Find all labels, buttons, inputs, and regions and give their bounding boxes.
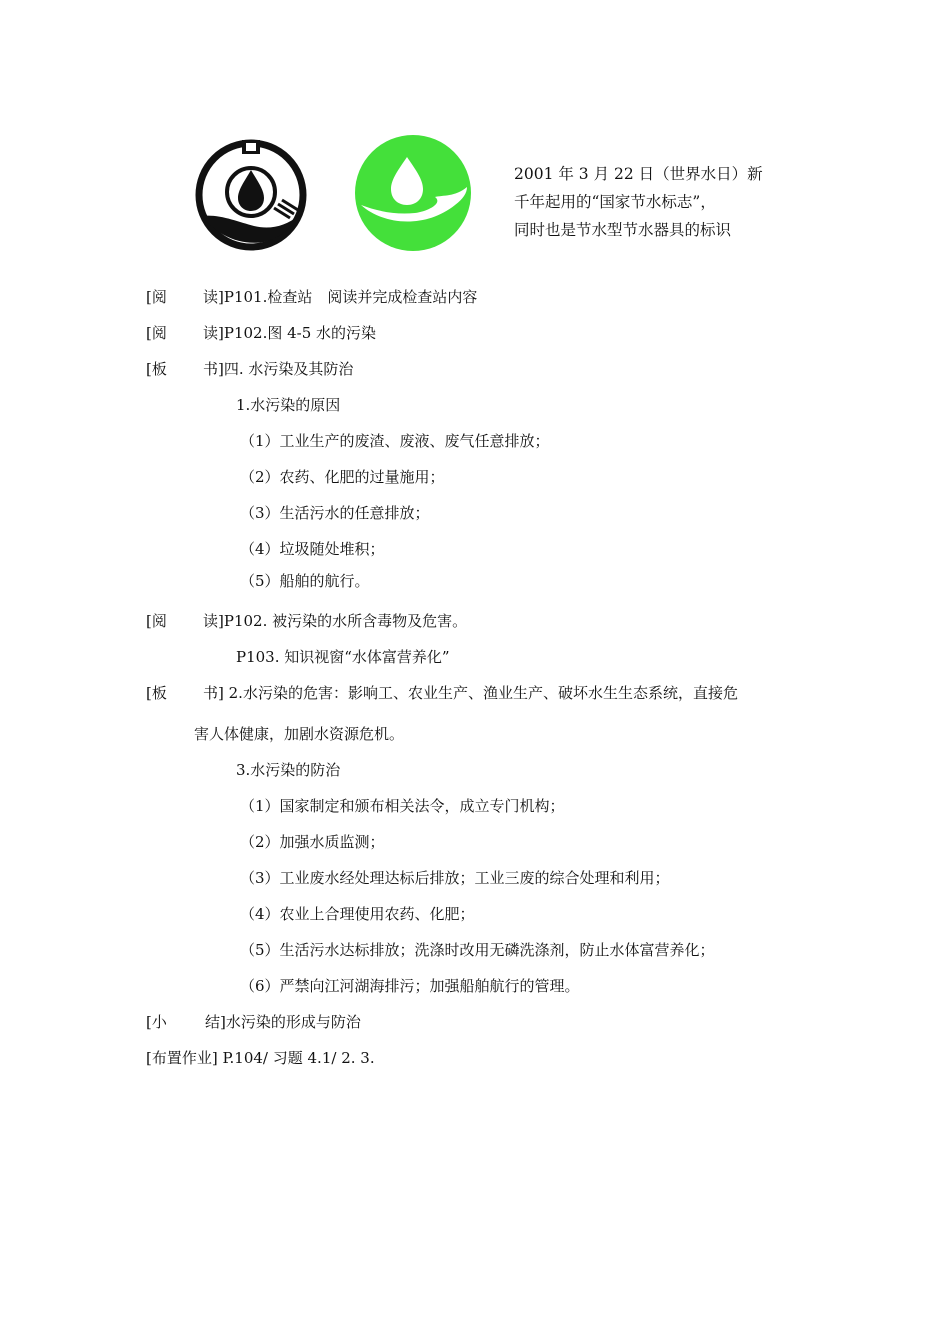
tag-open: [板 [146,684,167,702]
reading-subline: P103. 知识视窗“水体富营养化” [236,648,450,666]
list-item: （1）工业生产的废渣、废液、废气任意排放； [240,432,550,450]
caption-line: 2001 年 3 月 22 日（世界水日）新 [514,165,763,183]
tag-close: 读] [203,324,224,342]
summary-line [146,1012,361,1032]
board-continuation: 害人体健康，加剧水资源危机。 [194,725,405,743]
homework-line: [布置作业] P.104/ 习题 4.1/ 2. 3. [146,1049,375,1067]
national-water-saving-logo [194,138,308,252]
line-text: P102. 被污染的水所含毒物及危害。 [223,612,468,630]
line-text: 水污染的形成与防治 [225,1013,361,1031]
line-text: P101.检查站 阅读并完成检查站内容 [223,288,478,306]
logo-caption [514,160,763,244]
section-heading: 3.水污染的防治 [236,761,341,779]
tag-close: 书] [203,360,224,378]
tag-open: [阅 [146,612,167,630]
caption-line: 同时也是节水型节水器具的标识 [514,221,732,239]
tag-open: [阅 [146,324,167,342]
list-item: （6）严禁向江河湖海排污；加强船舶航行的管理。 [240,977,580,995]
list-item: （5）船舶的航行。 [240,572,370,590]
line-text: 2.水污染的危害：影响工、农业生产、渔业生产、破坏水生生态系统，直接危 [223,684,738,702]
list-item: （1）国家制定和颁布相关法令，成立专门机构； [240,797,565,815]
tag-open: [板 [146,360,167,378]
line-text: P102.图 4-5 水的污染 [223,324,377,342]
list-item: （3）工业废水经处理达标后排放；工业三废的综合处理和利用； [240,869,670,887]
board-line [146,683,738,703]
tag-close: 结] [205,1013,226,1031]
tag-close: 书] [203,684,224,702]
list-item: （4）垃圾随处堆积； [240,540,385,558]
list-item: （2）加强水质监测； [240,833,385,851]
board-line [146,359,353,379]
tag-open: [小 [146,1013,167,1031]
caption-line: 千年起用的“国家节水标志”， [514,193,716,211]
list-item: （4）农业上合理使用农药、化肥； [240,905,475,923]
list-item: （5）生活污水达标排放；洗涤时改用无磷洗涤剂，防止水体富营养化； [240,941,715,959]
list-item: （2）农药、化肥的过量施用； [240,468,445,486]
list-item: （3）生活污水的任意排放； [240,504,430,522]
water-saving-device-logo [355,135,471,251]
tag-open: [阅 [146,288,167,306]
tag-close: 读] [203,612,224,630]
reading-line [146,323,376,343]
reading-line [146,287,477,307]
line-text: 四. 水污染及其防治 [223,360,354,378]
section-heading: 1.水污染的原因 [236,396,341,414]
reading-line [146,611,467,631]
tag-close: 读] [203,288,224,306]
